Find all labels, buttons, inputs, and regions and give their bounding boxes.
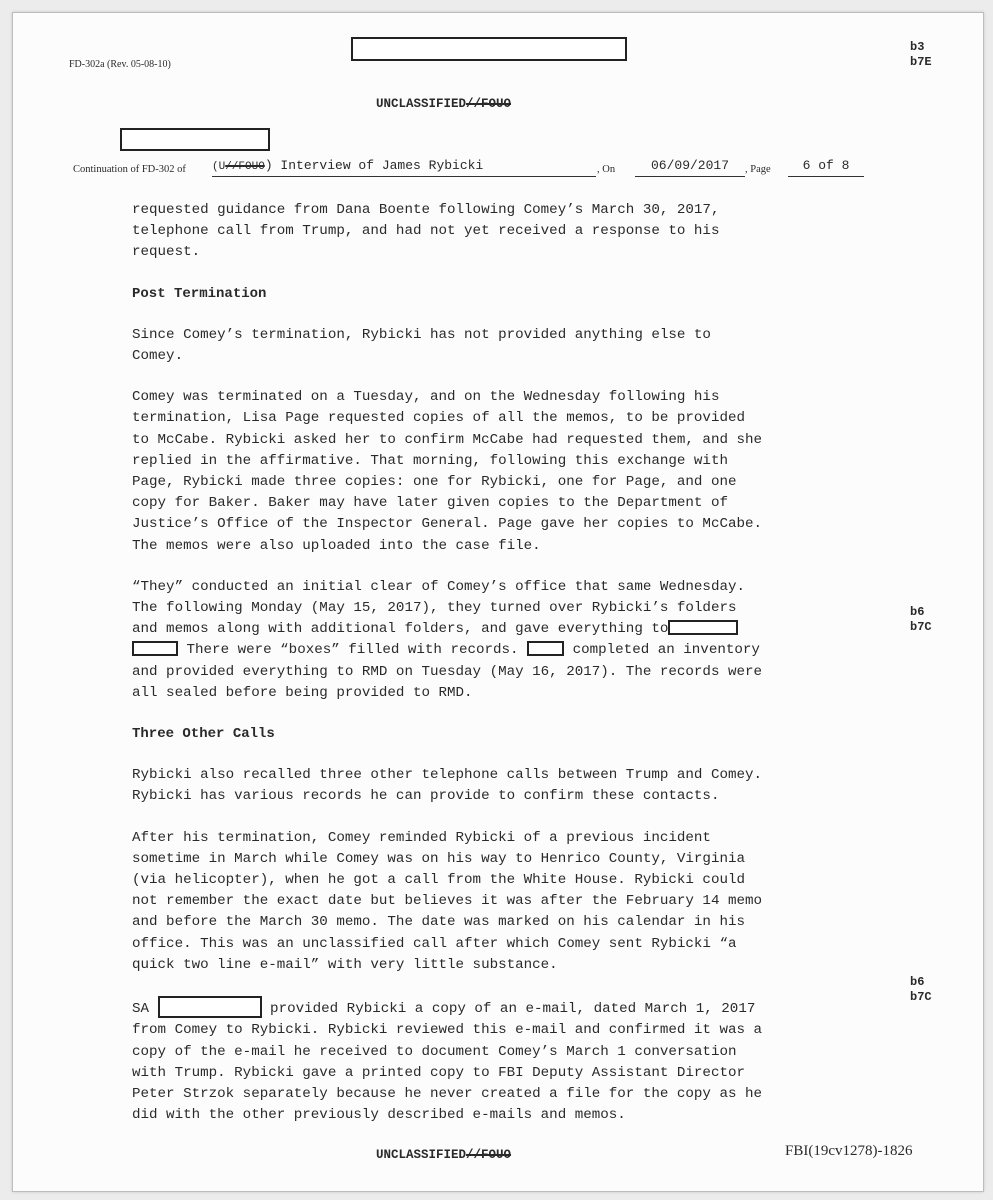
redaction-box: [527, 641, 564, 656]
paragraph-sa: SA provided Rybicki a copy of an e-mail, dated March 1, 2017 from Comey to Rybicki. Rybicki reviewed this e-mail and confirmed it was a copy of the e-mail he received to document Comey’s March 1 conversation with Trump. Rybicki gave a printed copy to FBI Deputy Assistant Director Peter Strzok separately because he never created a file for the copy as he did with the other previously described e-mails and memos.: [132, 996, 862, 1126]
paragraph: Since Comey’s termination, Rybicki has not provided anything else to Comey.: [132, 326, 711, 365]
classification-footer: UNCLASSIFIED//FOUO: [376, 1148, 512, 1162]
exemption-code: b6: [910, 605, 925, 619]
exemption-code: b3: [910, 40, 925, 54]
bates-number: FBI(19cv1278)-1826: [785, 1143, 913, 1159]
paragraph: requested guidance from Dana Boente following Comey’s March 30, 2017, telephone call from Trump, and had not yet received a response to his request.: [132, 202, 720, 261]
paragraph: Rybicki also recalled three other telephone calls between Trump and Comey. Rybicki has various records he can provide to confirm these contacts.: [132, 767, 763, 805]
document-page: [12, 12, 984, 1192]
page-label: , Page: [745, 164, 771, 175]
section-heading: Three Other Calls: [132, 726, 275, 743]
redaction-box-header: [351, 37, 627, 61]
paragraph: Comey was terminated on a Tuesday, and on the Wednesday following his termination, Lisa Page requested copies of all the memos, to be provided to McCabe. Rybicki asked her to confirm McCabe had requested them, and she replied in the affirmative. That morning, following this exchange with Page, Rybicki made three copies: one for Rybicki, one for Page, and one copy for Baker. Baker may have later given copies to the Department of Justice’s Office of the Inspector General. Page gave her copies to McCabe. The memos were also uploaded into the case file.: [132, 389, 763, 554]
exemption-codes-header: [910, 40, 932, 70]
exemption-code: b7E: [910, 55, 932, 69]
document-body: [132, 200, 862, 1146]
redaction-box-continuation: [120, 128, 270, 151]
subject-field: (U//FOUO) Interview of James Rybicki: [212, 158, 596, 177]
form-number: FD-302a (Rev. 05-08-10): [69, 59, 171, 70]
continuation-line: [73, 158, 873, 180]
continuation-label: Continuation of FD-302 of: [73, 164, 186, 175]
exemption-code: b7C: [910, 620, 932, 634]
redaction-box: [132, 641, 178, 656]
paragraph: After his termination, Comey reminded Rybicki of a previous incident sometime in March while Comey was on his way to Henrico County, Virginia (via helicopter), when he got a call from the White House. Rybicki could not remember the exact date but believes it was after the February 14 memo and before the March 30 memo. The date was marked on his calendar in his office. This was an unclassified call after which Comey sent Rybicki “a quick two line e-mail” with very little substance.: [132, 829, 763, 973]
exemption-code: b6: [910, 975, 925, 989]
exemption-code: b7C: [910, 990, 932, 1004]
section-heading: Post Termination: [132, 285, 267, 302]
exemption-codes-transfer: [910, 605, 932, 635]
redaction-box: [668, 620, 738, 635]
page-field: 6 of 8: [788, 158, 864, 177]
on-label: , On: [597, 164, 616, 175]
paragraph-transfer: “They” conducted an initial clear of Comey’s office that same Wednesday. The following Monday (May 15, 2017), they turned over Rybicki’s folders and memos along with additional folders, and gave everything to There were “boxes” filled with records. completed an inventory and provided everything to RMD on Tuesday (May 16, 2017). The records were all sealed before being provided to RMD.: [132, 578, 763, 701]
classification-header: UNCLASSIFIED//FOUO: [376, 97, 512, 111]
exemption-codes-sa: [910, 975, 932, 1005]
date-field: 06/09/2017: [635, 158, 745, 177]
redaction-box: [158, 996, 262, 1018]
